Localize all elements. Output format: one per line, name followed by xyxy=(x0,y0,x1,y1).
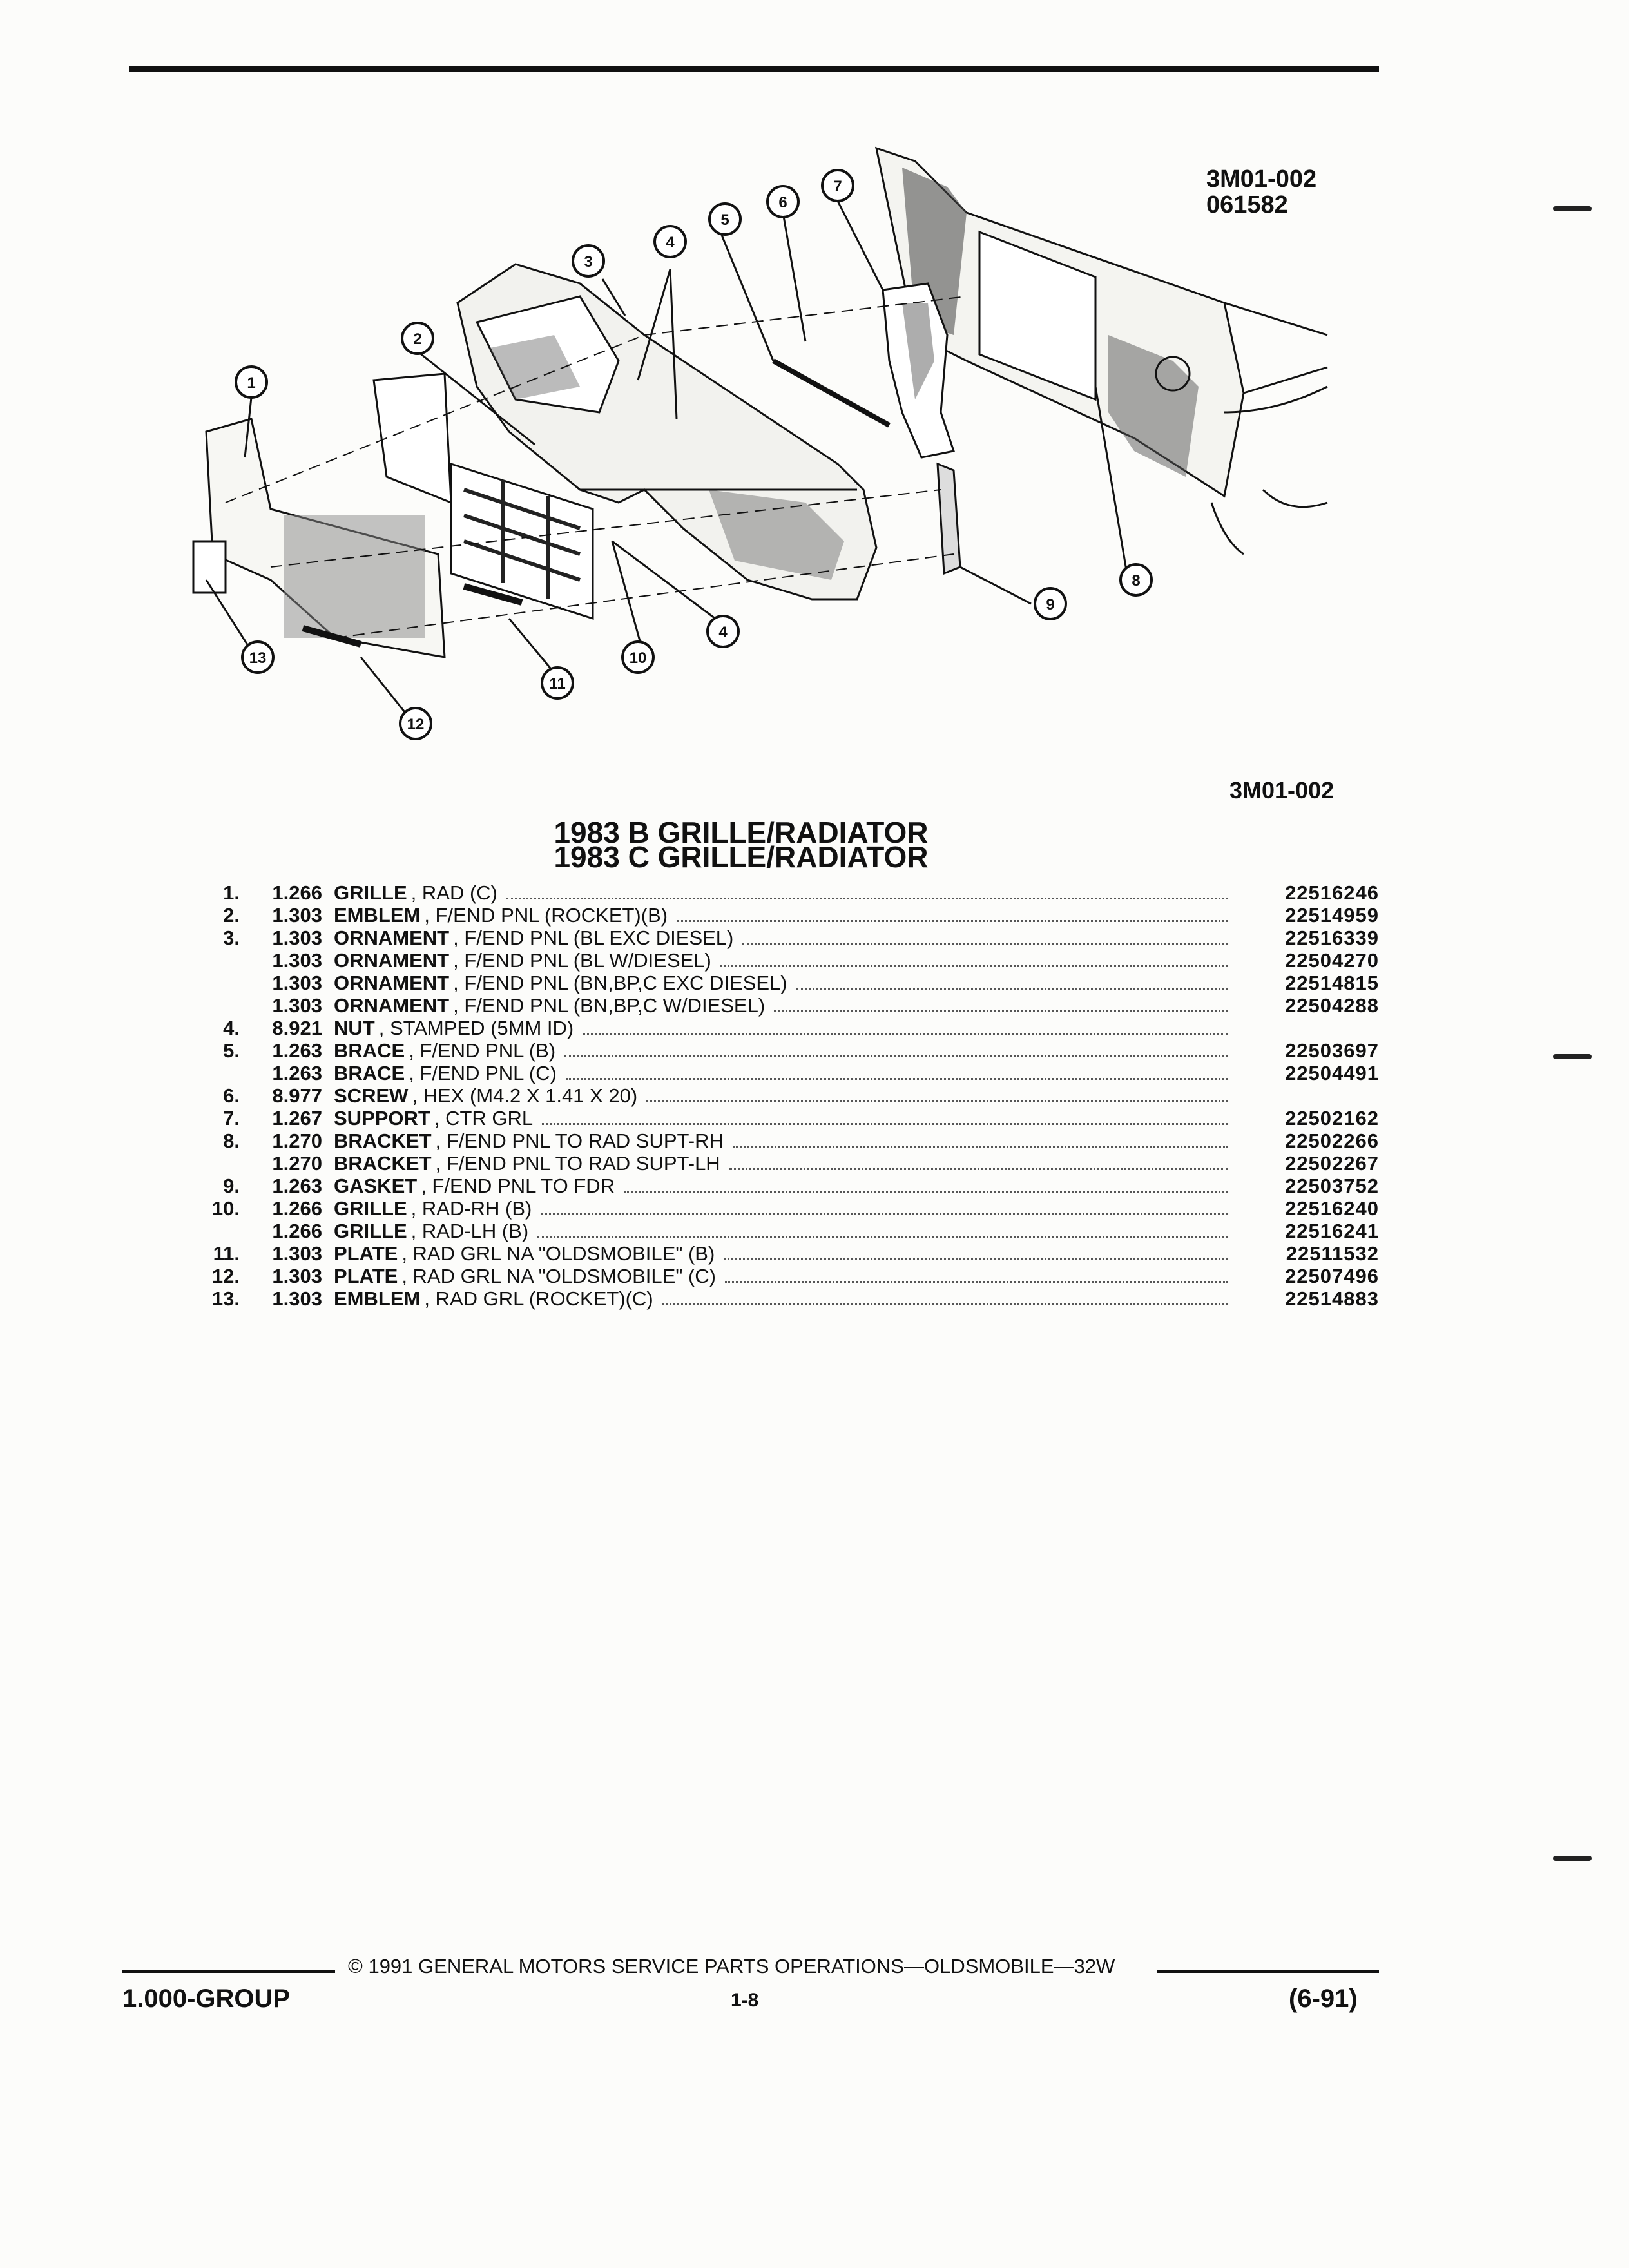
parts-row xyxy=(187,1039,1379,1062)
part-description xyxy=(322,1017,1237,1040)
part-number: 22514959 xyxy=(1285,904,1379,927)
dot-leader xyxy=(733,1146,1228,1148)
margin-mark xyxy=(1553,1054,1592,1059)
part-detail: , RAD (C) xyxy=(410,881,497,904)
part-detail: , F/END PNL (ROCKET)(B) xyxy=(424,904,668,927)
part-name: BRACE xyxy=(334,1062,405,1084)
part-description xyxy=(322,994,1237,1017)
group-number: 1.303 xyxy=(272,972,322,994)
group-number: 1.303 xyxy=(272,949,322,972)
part-description xyxy=(322,904,1237,927)
part-number: 22511532 xyxy=(1286,1242,1379,1265)
part-detail: , F/END PNL TO RAD SUPT-RH xyxy=(435,1129,724,1152)
part-detail: , F/END PNL (BN,BP,C EXC DIESEL) xyxy=(453,972,787,994)
part-number: 22516241 xyxy=(1285,1220,1379,1242)
dot-leader xyxy=(720,965,1228,967)
item-number: 8. xyxy=(223,1129,240,1152)
dot-leader xyxy=(646,1100,1228,1102)
part-name: GRILLE xyxy=(334,881,407,904)
parts-row xyxy=(187,994,1379,1017)
dot-leader xyxy=(729,1168,1228,1170)
group-number: 1.266 xyxy=(272,1197,322,1220)
group-number: 1.303 xyxy=(272,927,322,949)
part-description xyxy=(322,1287,1237,1311)
part-description xyxy=(322,972,1237,995)
group-number: 1.263 xyxy=(272,1062,322,1084)
part-number: 22502266 xyxy=(1285,1129,1379,1152)
part-name: GRILLE xyxy=(334,1197,407,1220)
part-name: GASKET xyxy=(334,1175,418,1197)
part-name: PLATE xyxy=(334,1265,398,1287)
part-detail: , RAD GRL NA "OLDSMOBILE" (B) xyxy=(401,1242,715,1265)
parts-row xyxy=(187,1129,1379,1152)
footer-rule-right xyxy=(1157,1970,1379,1973)
item-number: 13. xyxy=(211,1287,240,1310)
part-name: GRILLE xyxy=(334,1220,407,1242)
part-name: BRACKET xyxy=(334,1152,432,1175)
part-number: 22503752 xyxy=(1285,1175,1379,1197)
part-name: EMBLEM xyxy=(334,1287,421,1310)
part-detail: , F/END PNL (BL EXC DIESEL) xyxy=(453,927,734,949)
parts-row xyxy=(187,1175,1379,1197)
footer-group: 1.000-GROUP xyxy=(122,1984,291,2013)
part-number: 22504491 xyxy=(1285,1062,1379,1084)
parts-row xyxy=(187,1084,1379,1107)
parts-row xyxy=(187,1220,1379,1242)
part-detail: , F/END PNL (BN,BP,C W/DIESEL) xyxy=(453,994,766,1017)
part-detail: , F/END PNL (BL W/DIESEL) xyxy=(453,949,711,972)
parts-row xyxy=(187,1265,1379,1287)
item-number: 9. xyxy=(223,1175,240,1197)
group-number: 1.303 xyxy=(272,1287,322,1310)
dot-leader xyxy=(624,1191,1228,1193)
parts-row xyxy=(187,1107,1379,1129)
callout-label: 9 xyxy=(1046,596,1055,613)
figure-date-code: 061582 xyxy=(1206,191,1288,218)
part-description xyxy=(322,1220,1237,1243)
margin-mark xyxy=(1553,1856,1592,1861)
part-name: BRACE xyxy=(334,1039,405,1062)
part-detail: , STAMPED (5MM ID) xyxy=(378,1017,574,1039)
item-number: 11. xyxy=(213,1242,240,1265)
group-number: 1.267 xyxy=(272,1107,322,1129)
part-detail: , HEX (M4.2 X 1.41 X 20) xyxy=(412,1084,638,1107)
exploded-parts-diagram xyxy=(0,0,1629,773)
page-title-line-1: 1983 B GRILLE/RADIATOR xyxy=(554,816,929,849)
part-description xyxy=(322,1062,1237,1085)
part-name: ORNAMENT xyxy=(334,927,450,949)
dot-leader xyxy=(662,1303,1228,1305)
part-description xyxy=(322,1175,1237,1198)
gasket-illustration xyxy=(938,464,960,573)
callout-label: 6 xyxy=(778,194,787,211)
group-number: 1.263 xyxy=(272,1039,322,1062)
part-description xyxy=(322,1152,1237,1175)
part-detail: , F/END PNL (C) xyxy=(409,1062,557,1084)
part-number: 22514815 xyxy=(1285,972,1379,994)
part-number: 22504288 xyxy=(1285,994,1379,1017)
parts-list xyxy=(187,881,1379,1310)
part-description xyxy=(322,1039,1237,1062)
callout-label: 1 xyxy=(247,374,256,392)
parts-row xyxy=(187,1017,1379,1039)
parts-row xyxy=(187,972,1379,994)
parts-row xyxy=(187,1062,1379,1084)
part-description xyxy=(322,1242,1237,1265)
item-number: 3. xyxy=(223,927,240,949)
group-number: 1.303 xyxy=(272,1242,322,1265)
group-number: 1.270 xyxy=(272,1152,322,1175)
callout-label: 11 xyxy=(549,675,566,693)
part-number: 22516339 xyxy=(1285,927,1379,949)
parts-row xyxy=(187,1197,1379,1220)
dot-leader xyxy=(537,1236,1228,1238)
callout-label: 13 xyxy=(249,649,267,667)
group-number: 8.921 xyxy=(272,1017,322,1039)
callout-label: 7 xyxy=(833,178,842,195)
margin-mark xyxy=(1553,206,1592,211)
part-number: 22504270 xyxy=(1285,949,1379,972)
part-description xyxy=(322,1265,1237,1288)
footer-page-number: 1-8 xyxy=(731,1990,759,2011)
part-name: ORNAMENT xyxy=(334,949,450,972)
part-description xyxy=(322,1107,1237,1130)
part-name: ORNAMENT xyxy=(334,994,450,1017)
callout-label: 4 xyxy=(718,624,728,641)
part-number: 22514883 xyxy=(1285,1287,1379,1310)
group-number: 1.303 xyxy=(272,994,322,1017)
part-number: 22502267 xyxy=(1285,1152,1379,1175)
dot-leader xyxy=(677,920,1228,922)
callout-label: 3 xyxy=(584,253,593,271)
part-detail: , CTR GRL xyxy=(434,1107,534,1129)
footer-date: (6-91) xyxy=(1289,1984,1358,2013)
part-description xyxy=(322,927,1237,950)
item-number: 7. xyxy=(223,1107,240,1129)
part-name: NUT xyxy=(334,1017,375,1039)
part-number: 22507496 xyxy=(1285,1265,1379,1287)
group-number: 1.270 xyxy=(272,1129,322,1152)
parts-row xyxy=(187,1242,1379,1265)
part-description xyxy=(322,881,1237,905)
part-description xyxy=(322,1197,1237,1220)
parts-row xyxy=(187,904,1379,927)
dot-leader xyxy=(724,1258,1228,1260)
part-number: 22502162 xyxy=(1285,1107,1379,1129)
part-detail: , RAD-LH (B) xyxy=(410,1220,529,1242)
part-name: ORNAMENT xyxy=(334,972,450,994)
footer-rule-left xyxy=(122,1970,335,1973)
callout-label: 8 xyxy=(1132,572,1141,590)
part-detail: , RAD GRL (ROCKET)(C) xyxy=(424,1287,653,1310)
group-number: 1.266 xyxy=(272,1220,322,1242)
dot-leader xyxy=(774,1010,1228,1012)
part-detail: , F/END PNL TO FDR xyxy=(421,1175,615,1197)
group-number: 1.266 xyxy=(272,881,322,904)
item-number: 6. xyxy=(223,1084,240,1107)
part-number: 22503697 xyxy=(1285,1039,1379,1062)
item-number: 12. xyxy=(211,1265,240,1287)
dot-leader xyxy=(506,898,1228,899)
group-number: 1.263 xyxy=(272,1175,322,1197)
group-number: 8.977 xyxy=(272,1084,322,1107)
item-number: 10. xyxy=(211,1197,240,1220)
part-name: SCREW xyxy=(334,1084,409,1107)
group-number: 1.303 xyxy=(272,1265,322,1287)
brace-illustration xyxy=(773,361,889,425)
dot-leader xyxy=(742,943,1228,945)
part-detail: , RAD GRL NA "OLDSMOBILE" (C) xyxy=(401,1265,716,1287)
grille-insert-illustration xyxy=(451,464,593,619)
footer-copyright: © 1991 GENERAL MOTORS SERVICE PARTS OPERATIONS—OLDSMOBILE—32W xyxy=(348,1955,1115,1977)
item-number: 2. xyxy=(223,904,240,927)
callout-label: 2 xyxy=(413,331,422,348)
part-description xyxy=(322,1129,1237,1153)
callout-label: 12 xyxy=(407,716,425,733)
part-detail: , F/END PNL TO RAD SUPT-LH xyxy=(435,1152,720,1175)
parts-row xyxy=(187,881,1379,904)
dot-leader xyxy=(796,988,1228,990)
callout-label: 4 xyxy=(666,234,675,251)
parts-row xyxy=(187,1287,1379,1310)
parts-row xyxy=(187,927,1379,949)
item-number: 4. xyxy=(223,1017,240,1039)
part-number: 22516240 xyxy=(1285,1197,1379,1220)
dot-leader xyxy=(725,1281,1228,1283)
part-name: SUPPORT xyxy=(334,1107,430,1129)
item-number: 1. xyxy=(223,881,240,904)
part-name: PLATE xyxy=(334,1242,398,1265)
part-name: EMBLEM xyxy=(334,904,421,927)
part-description xyxy=(322,949,1237,972)
figure-code: 3M01-002 xyxy=(1206,166,1317,193)
parts-row xyxy=(187,1152,1379,1175)
dot-leader xyxy=(583,1033,1228,1035)
dot-leader xyxy=(566,1078,1228,1080)
group-number: 1.303 xyxy=(272,904,322,927)
part-name: BRACKET xyxy=(334,1129,432,1152)
part-description xyxy=(322,1084,1237,1108)
parts-row xyxy=(187,949,1379,972)
dot-leader xyxy=(541,1213,1228,1215)
callout-label: 10 xyxy=(629,649,647,667)
item-number: 5. xyxy=(223,1039,240,1062)
part-detail: , F/END PNL (B) xyxy=(409,1039,556,1062)
part-detail: , RAD-RH (B) xyxy=(410,1197,532,1220)
part-number: 22516246 xyxy=(1285,881,1379,904)
page-title-line-2: 1983 C GRILLE/RADIATOR xyxy=(554,840,929,874)
dot-leader xyxy=(542,1123,1228,1125)
dot-leader xyxy=(564,1055,1228,1057)
figure-caption-code: 3M01-002 xyxy=(1229,777,1335,803)
callout-label: 5 xyxy=(720,211,729,229)
